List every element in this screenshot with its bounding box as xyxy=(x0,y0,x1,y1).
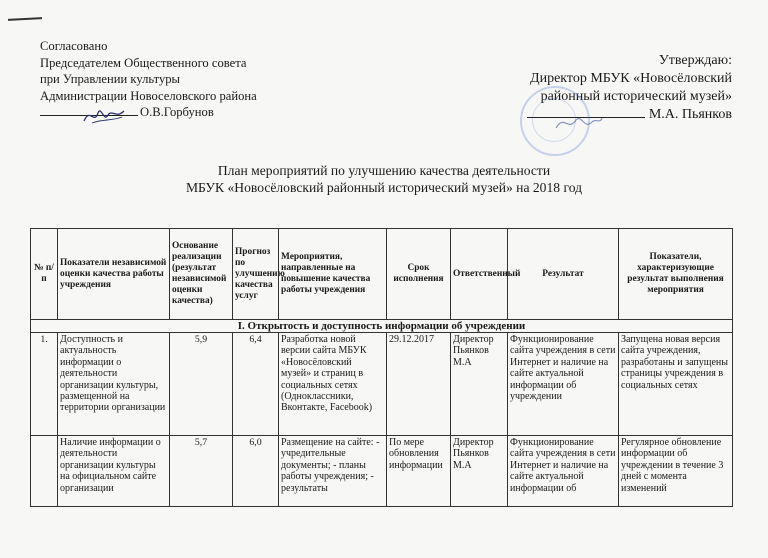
plan-table xyxy=(30,228,733,507)
council-chair-line: Председателем Общественного совета xyxy=(40,55,247,70)
cell-result: Функционирование сайта учреждения в сети Интернет и наличие на сайте актуальной информации об xyxy=(508,436,619,507)
header-responsible: Ответственный xyxy=(451,229,508,320)
header-indicators: Показатели независимой оценки качества работы учреждения xyxy=(58,229,170,320)
cell-measures: Размещение на сайте: - учредительные документы; - планы работы учреждения; - результаты xyxy=(279,436,387,507)
approval-block-left xyxy=(40,38,257,121)
title-line-2: МБУК «Новосёловский районный исторический музей» на 2018 год xyxy=(185,180,583,195)
cell-indicator: Доступность и актуальность информации о деятельности организации культуры, размещенной на территории организации xyxy=(58,333,170,436)
section-row xyxy=(31,320,733,333)
table-row xyxy=(31,436,733,507)
cell-number: 1. xyxy=(31,333,58,436)
cell-measures: Разработка новой версии сайта МБУК «Новосёловский музей» и страниц в социальных сетях (Одноклассники, Вконтакте, Facebook) xyxy=(279,333,387,436)
table-row xyxy=(31,333,733,436)
cell-deadline: По мере обновления информации xyxy=(387,436,451,507)
cell-forecast: 6,4 xyxy=(233,333,279,436)
header-deadline: Срок исполнения xyxy=(387,229,451,320)
signatory-name-right: М.А. Пьянков xyxy=(648,107,732,122)
header-result: Результат xyxy=(508,229,619,320)
cell-outcome: Регулярное обновление информации об учреждении в течение 3 дней с момента изменений xyxy=(619,436,733,507)
handwritten-signature-left xyxy=(82,103,126,127)
header-number: № п/п xyxy=(31,229,58,320)
cell-basis: 5,7 xyxy=(170,436,233,507)
approve-label: Утверждаю: xyxy=(658,53,732,68)
cell-outcome: Запущена новая версия сайта учреждения, разработаны и запущены страницы учреждения в социальных сетях xyxy=(619,333,733,436)
agreed-label: Согласовано xyxy=(40,39,108,53)
header-basis: Основание реализации (результат независимой оценки качества) xyxy=(170,229,233,320)
section-title: I. Открытость и доступность информации об учреждении xyxy=(31,320,733,333)
cell-forecast: 6,0 xyxy=(233,436,279,507)
cell-responsible: Директор Пьянков М.А xyxy=(451,333,508,436)
signatory-name-left: О.В.Горбунов xyxy=(140,105,214,120)
administration-line: Администрации Новоселовского района xyxy=(40,88,257,103)
header-forecast: Прогноз по улучшению качества услуг xyxy=(233,229,279,320)
department-line: при Управлении культуры xyxy=(40,72,181,87)
director-line: Директор МБУК «Новосёловский xyxy=(530,71,732,86)
cell-indicator: Наличие информации о деятельности организации культуры на официальном сайте организации xyxy=(58,436,170,507)
cell-result: Функционирование сайта учреждения в сети Интернет и наличие на сайте актуальной информации об учреждении xyxy=(508,333,619,436)
title-line-1: План мероприятий по улучшению качества деятельности xyxy=(217,163,551,178)
cell-number xyxy=(31,436,58,507)
cell-deadline: 29.12.2017 xyxy=(387,333,451,436)
cell-responsible: Директор Пьянков М.А xyxy=(451,436,508,507)
handwritten-signature-right xyxy=(554,112,604,134)
table-header-row xyxy=(31,229,733,320)
cell-basis: 5,9 xyxy=(170,333,233,436)
museum-line: районный исторический музей» xyxy=(540,89,732,104)
signature-line-left xyxy=(40,104,257,121)
header-outcome-indicators: Показатели, характеризующие результат выполнения мероприятия xyxy=(619,229,733,320)
document-title xyxy=(0,162,768,196)
header-measures: Мероприятия, направленные на повышение качества работы учреждения xyxy=(279,229,387,320)
scan-mark xyxy=(8,17,42,21)
